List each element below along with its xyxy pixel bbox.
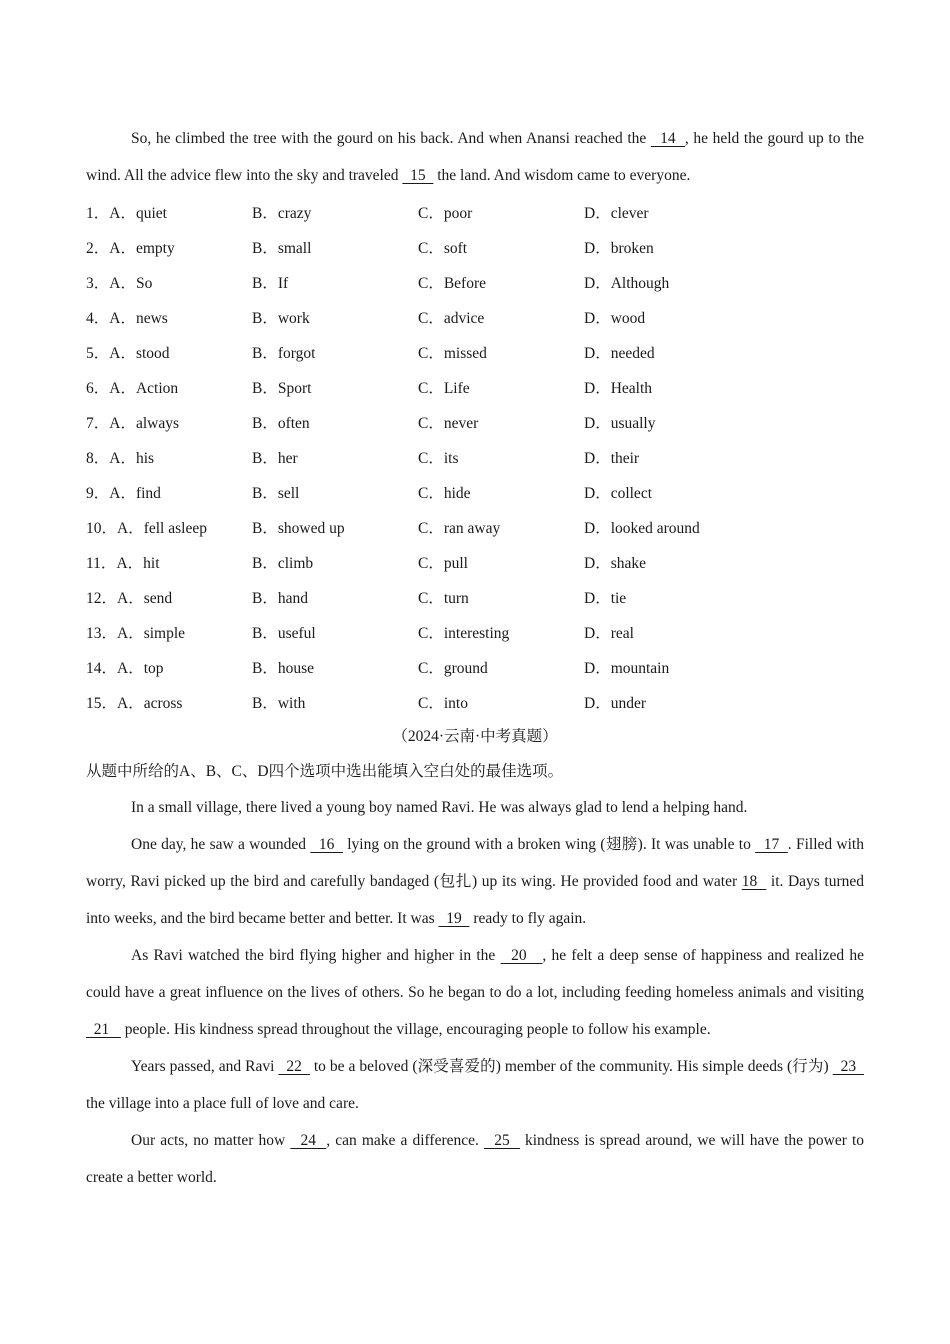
passage-paragraph	[86, 937, 864, 1048]
option-d: D．Health	[584, 379, 653, 397]
passage-text: lying on the ground with a broken wing (翅膀). It was unable to	[342, 836, 756, 853]
passage-paragraph	[86, 1048, 864, 1122]
option-b: B．useful	[252, 624, 316, 642]
question-number: 12．	[86, 589, 118, 607]
passage-text: , he felt a deep sense of happiness and realized he could have a great influence on the lives of others. So he began to do a lot, including feeding homeless animals and visiting	[86, 947, 865, 1001]
option-c: C．pull	[418, 554, 468, 572]
question-row	[86, 299, 864, 334]
source-label: （2024·云南·中考真题）	[392, 728, 558, 745]
option-d: D．under	[584, 694, 646, 712]
option-c: C．into	[418, 694, 468, 712]
option-d: D．looked around	[584, 519, 700, 537]
passage-text: the land. And wisdom came to everyone.	[433, 167, 691, 184]
question-row	[86, 404, 864, 439]
question-row	[86, 649, 864, 684]
option-c: C．turn	[418, 589, 469, 607]
option-c: C．interesting	[418, 624, 510, 642]
blank-19: 19	[438, 910, 470, 927]
option-a: A．find	[109, 484, 161, 502]
question-number: 6．	[86, 379, 110, 397]
question-row	[86, 229, 864, 264]
question-row	[86, 369, 864, 404]
blank-21: 21	[86, 1021, 121, 1038]
option-b: B．sell	[252, 484, 300, 502]
blank-24: 24	[290, 1132, 327, 1149]
option-b: B．If	[252, 274, 289, 292]
question-row	[86, 684, 864, 719]
question-row	[86, 334, 864, 369]
passage-paragraph	[86, 120, 864, 194]
blank-16: 16	[310, 836, 343, 853]
question-row	[86, 579, 864, 614]
option-d: D．real	[584, 624, 634, 642]
option-c: C．ground	[418, 659, 488, 677]
question-number: 11．	[86, 554, 117, 572]
option-b: B．forgot	[252, 344, 316, 362]
option-d: D．collect	[584, 484, 653, 502]
option-a: A．empty	[109, 239, 175, 257]
question-number: 7．	[86, 414, 110, 432]
question-number: 15．	[86, 694, 118, 712]
blank-20: 20	[500, 947, 543, 964]
question-row	[86, 509, 864, 544]
blank-25: 25	[484, 1132, 520, 1149]
question-row	[86, 264, 864, 299]
blank-15: 15	[402, 167, 434, 184]
option-c: C．its	[418, 449, 459, 467]
question-number: 13．	[86, 624, 118, 642]
option-a: A．news	[109, 309, 168, 327]
option-b: B．with	[252, 694, 306, 712]
option-b: B．work	[252, 309, 310, 327]
option-b: B．house	[252, 659, 315, 677]
option-d: D．shake	[584, 554, 646, 572]
option-b: B．crazy	[252, 204, 312, 222]
passage-text: to be a beloved (深受喜爱的) member of the community. His simple deeds (行为)	[309, 1058, 833, 1075]
option-b: B．hand	[252, 589, 308, 607]
passage-text: . Filled with worry, Ravi picked up the bird and carefully bandaged (包扎) up its wing. He provided food and water	[86, 836, 864, 890]
option-a: A．across	[117, 694, 183, 712]
question-row	[86, 614, 864, 649]
option-c: C．ran away	[418, 519, 501, 537]
option-c: C．advice	[418, 309, 485, 327]
question-number: 5．	[86, 344, 110, 362]
option-d: D．their	[584, 449, 640, 467]
blank-14: 14	[650, 130, 685, 147]
passage-text: it. Days turned into weeks, and the bird became better and better. It was	[86, 873, 864, 927]
passage-text: One day, he saw a wounded	[131, 836, 311, 853]
passage-text: the village into a place full of love and care.	[86, 1095, 359, 1112]
passage-text: kindness is spread around, we will have the power to create a better world.	[86, 1132, 865, 1186]
passage-text: Years passed, and Ravi	[131, 1058, 279, 1075]
option-d: D．tie	[584, 589, 627, 607]
option-a: A．hit	[116, 554, 160, 572]
question-number: 8．	[86, 449, 110, 467]
question-row	[86, 194, 864, 229]
option-d: D．Although	[584, 274, 670, 292]
option-d: D．needed	[584, 344, 655, 362]
option-b: B．climb	[252, 554, 314, 572]
option-b: B．showed up	[252, 519, 345, 537]
passage-text: So, he climbed the tree with the gourd on his back. And when Anansi reached the	[131, 130, 651, 147]
question-number: 3．	[86, 274, 110, 292]
option-c: C．hide	[418, 484, 471, 502]
blank-22: 22	[278, 1058, 310, 1075]
option-b: B．Sport	[252, 379, 312, 397]
question-row	[86, 544, 864, 579]
option-d: D．broken	[584, 239, 654, 257]
passage-text: , he held the gourd up to the wind. All the advice flew into the sky and traveled	[86, 130, 865, 184]
blank-17: 17	[755, 836, 788, 853]
passage-text: In a small village, there lived a young boy named Ravi. He was always glad to lend a helping hand.	[131, 799, 748, 816]
option-d: D．clever	[584, 204, 649, 222]
passage-text: people. His kindness spread throughout the village, encouraging people to follow his example.	[120, 1021, 711, 1038]
option-a: A．stood	[109, 344, 170, 362]
question-row	[86, 439, 864, 474]
option-c: C．Life	[418, 379, 470, 397]
question-row	[86, 474, 864, 509]
blank-18: 18	[741, 873, 767, 890]
question-number: 14．	[86, 659, 118, 677]
question-number: 10．	[86, 519, 118, 537]
question-number: 4．	[86, 309, 110, 327]
question-number: 9．	[86, 484, 110, 502]
option-c: C．poor	[418, 204, 473, 222]
question-number: 1．	[86, 204, 110, 222]
option-c: C．soft	[418, 239, 468, 257]
passage-paragraph	[86, 1122, 864, 1196]
directions-text: 从题中所给的A、B、C、D四个选项中选出能填入空白处的最佳选项。	[86, 763, 564, 780]
passage-text: , can make a difference.	[326, 1132, 484, 1149]
option-d: D．usually	[584, 414, 656, 432]
question-number: 2．	[86, 239, 110, 257]
passage-text: ready to fly again.	[469, 910, 587, 927]
option-c: C．missed	[418, 344, 487, 362]
passage-paragraph	[86, 789, 864, 826]
option-c: C．never	[418, 414, 479, 432]
blank-23: 23	[832, 1058, 865, 1075]
option-a: A．send	[117, 589, 173, 607]
option-b: B．small	[252, 239, 312, 257]
option-a: A．always	[109, 414, 180, 432]
option-a: A．fell asleep	[117, 519, 207, 537]
document-page	[86, 120, 864, 1196]
option-b: B．her	[252, 449, 298, 467]
option-c: C．Before	[418, 274, 487, 292]
option-d: D．wood	[584, 309, 646, 327]
passage-text: As Ravi watched the bird flying higher and higher in the	[131, 947, 501, 964]
option-a: A．his	[109, 449, 155, 467]
passage-text: Our acts, no matter how	[131, 1132, 291, 1149]
question-options	[86, 194, 864, 719]
passage-paragraph	[86, 826, 864, 937]
option-a: A．top	[117, 659, 164, 677]
option-a: A．Action	[109, 379, 179, 397]
option-a: A．quiet	[109, 204, 167, 222]
option-a: A．So	[109, 274, 153, 292]
option-d: D．mountain	[584, 659, 670, 677]
option-b: B．often	[252, 414, 310, 432]
option-a: A．simple	[117, 624, 186, 642]
